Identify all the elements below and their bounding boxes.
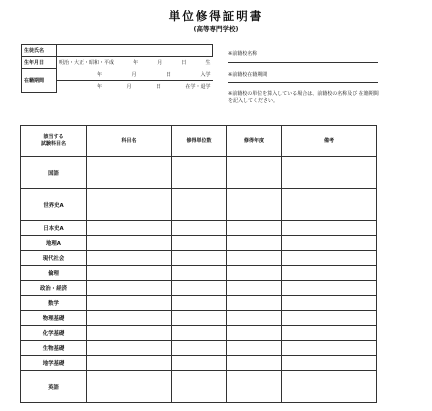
- remarks-cell[interactable]: [282, 236, 377, 251]
- subject-row: [21, 296, 377, 311]
- credits-earned-cell[interactable]: [172, 157, 227, 189]
- subject-row: [21, 157, 377, 189]
- exam-subject-cell: 地理A: [21, 236, 87, 251]
- course-name-cell[interactable]: [87, 296, 172, 311]
- course-name-cell[interactable]: [87, 157, 172, 189]
- course-name-cell[interactable]: [87, 236, 172, 251]
- remarks-cell[interactable]: [282, 251, 377, 266]
- subject-row: [21, 341, 377, 356]
- remarks-cell[interactable]: [282, 356, 377, 371]
- student-name-row: [22, 45, 213, 57]
- exam-subject-cell: 政治・経済: [21, 281, 87, 296]
- birth-date-row: [22, 57, 213, 69]
- year-earned-cell[interactable]: [227, 281, 282, 296]
- year-earned-cell[interactable]: [227, 236, 282, 251]
- course-name-cell[interactable]: [87, 266, 172, 281]
- exam-subject-cell: 地学基礎: [21, 356, 87, 371]
- credits-earned-cell[interactable]: [172, 221, 227, 236]
- leave-month-unit: 月: [126, 84, 132, 90]
- credits-earned-cell[interactable]: [172, 371, 227, 403]
- subject-row: [21, 311, 377, 326]
- birth-date-label: 生年月日: [22, 57, 57, 69]
- year-earned-cell[interactable]: [227, 157, 282, 189]
- credits-earned-header: 修得単位数: [172, 126, 227, 157]
- enroll-year-unit: 年: [97, 72, 103, 78]
- remarks-header: 備考: [282, 126, 377, 157]
- remarks-cell[interactable]: [282, 341, 377, 356]
- enrolled-text: 入学: [200, 72, 211, 78]
- year-earned-cell[interactable]: [227, 296, 282, 311]
- enrollment-row: [22, 69, 213, 93]
- prev-school-name-label: ※前籍校名称: [228, 51, 258, 57]
- exam-subject-header: 該当する 試験科目名: [21, 126, 87, 157]
- remarks-cell[interactable]: [282, 296, 377, 311]
- remarks-cell[interactable]: [282, 371, 377, 403]
- subject-row: [21, 251, 377, 266]
- birth-era-options: 明治・大正・昭和・平成: [59, 60, 115, 67]
- year-earned-cell[interactable]: [227, 189, 282, 221]
- exam-subject-cell: 生物基礎: [21, 341, 87, 356]
- credits-earned-cell[interactable]: [172, 356, 227, 371]
- course-name-cell[interactable]: [87, 311, 172, 326]
- credits-table: [20, 125, 377, 403]
- exam-subject-cell: 物理基礎: [21, 311, 87, 326]
- remarks-cell[interactable]: [282, 157, 377, 189]
- remarks-cell[interactable]: [282, 311, 377, 326]
- document-subtitle: (高等専門学校): [193, 25, 239, 33]
- year-earned-cell[interactable]: [227, 341, 282, 356]
- credits-earned-cell[interactable]: [172, 341, 227, 356]
- subject-row: [21, 266, 377, 281]
- remarks-cell[interactable]: [282, 221, 377, 236]
- course-name-cell[interactable]: [87, 371, 172, 403]
- birth-year-unit: 年: [133, 60, 139, 67]
- course-name-header: 科目名: [87, 126, 172, 157]
- exam-subject-cell: 倫理: [21, 266, 87, 281]
- birth-suffix: 生: [205, 60, 211, 67]
- year-earned-cell[interactable]: [227, 326, 282, 341]
- exam-subject-cell: 国語: [21, 157, 87, 189]
- leave-year-unit: 年: [97, 84, 103, 90]
- enroll-month-unit: 月: [131, 72, 137, 78]
- credits-earned-cell[interactable]: [172, 189, 227, 221]
- year-earned-cell[interactable]: [227, 251, 282, 266]
- exam-subject-cell: 数学: [21, 296, 87, 311]
- credits-earned-cell[interactable]: [172, 296, 227, 311]
- subject-row: [21, 221, 377, 236]
- credits-earned-cell[interactable]: [172, 266, 227, 281]
- year-earned-cell[interactable]: [227, 311, 282, 326]
- course-name-cell[interactable]: [87, 326, 172, 341]
- exam-subject-cell: 英語: [21, 371, 87, 403]
- subject-row: [21, 189, 377, 221]
- subject-row: [21, 356, 377, 371]
- credits-earned-cell[interactable]: [172, 326, 227, 341]
- subject-row: [21, 236, 377, 251]
- exam-subject-cell: 化学基礎: [21, 326, 87, 341]
- course-name-cell[interactable]: [87, 221, 172, 236]
- course-name-cell[interactable]: [87, 251, 172, 266]
- prev-school-period-label: ※前籍校在籍期間: [228, 72, 268, 78]
- course-name-cell[interactable]: [87, 281, 172, 296]
- year-earned-cell[interactable]: [227, 356, 282, 371]
- credits-earned-cell[interactable]: [172, 311, 227, 326]
- year-earned-cell[interactable]: [227, 371, 282, 403]
- student-info-table: [21, 44, 213, 93]
- enrollment-period-label: 在籍期間: [22, 69, 57, 93]
- credits-earned-cell[interactable]: [172, 251, 227, 266]
- exam-subject-cell: 現代社会: [21, 251, 87, 266]
- enrollment-period-field[interactable]: [57, 69, 213, 93]
- birth-month-unit: 月: [157, 60, 163, 67]
- prev-school-name-line[interactable]: [228, 62, 378, 63]
- prev-school-note: ※前籍校の単位を算入している場合は、前籍校の名称及び 在籍期間を記入してください。: [228, 91, 379, 104]
- remarks-cell[interactable]: [282, 266, 377, 281]
- course-name-cell[interactable]: [87, 356, 172, 371]
- student-name-field[interactable]: [57, 45, 213, 57]
- year-earned-cell[interactable]: [227, 266, 282, 281]
- year-earned-cell[interactable]: [227, 221, 282, 236]
- credits-earned-cell[interactable]: [172, 236, 227, 251]
- subject-row: [21, 281, 377, 296]
- year-earned-header: 修得年度: [227, 126, 282, 157]
- subject-row: [21, 326, 377, 341]
- enroll-day-unit: 日: [165, 72, 171, 78]
- remarks-cell[interactable]: [282, 326, 377, 341]
- credits-earned-cell[interactable]: [172, 281, 227, 296]
- remarks-cell[interactable]: [282, 281, 377, 296]
- birth-date-field[interactable]: [57, 57, 213, 69]
- leave-day-unit: 日: [155, 84, 161, 90]
- credits-header-row: [21, 126, 377, 157]
- student-name-label: 生徒氏名: [22, 45, 57, 57]
- document-title: 単位修得証明書: [168, 9, 264, 23]
- prev-school-period-line[interactable]: [228, 82, 378, 83]
- enrollment-status: 在学・退学: [185, 84, 211, 90]
- birth-day-unit: 日: [181, 60, 187, 67]
- remarks-cell[interactable]: [282, 189, 377, 221]
- exam-subject-cell: 日本史A: [21, 221, 87, 236]
- exam-subject-cell: 世界史A: [21, 189, 87, 221]
- subject-row: [21, 371, 377, 403]
- course-name-cell[interactable]: [87, 189, 172, 221]
- course-name-cell[interactable]: [87, 341, 172, 356]
